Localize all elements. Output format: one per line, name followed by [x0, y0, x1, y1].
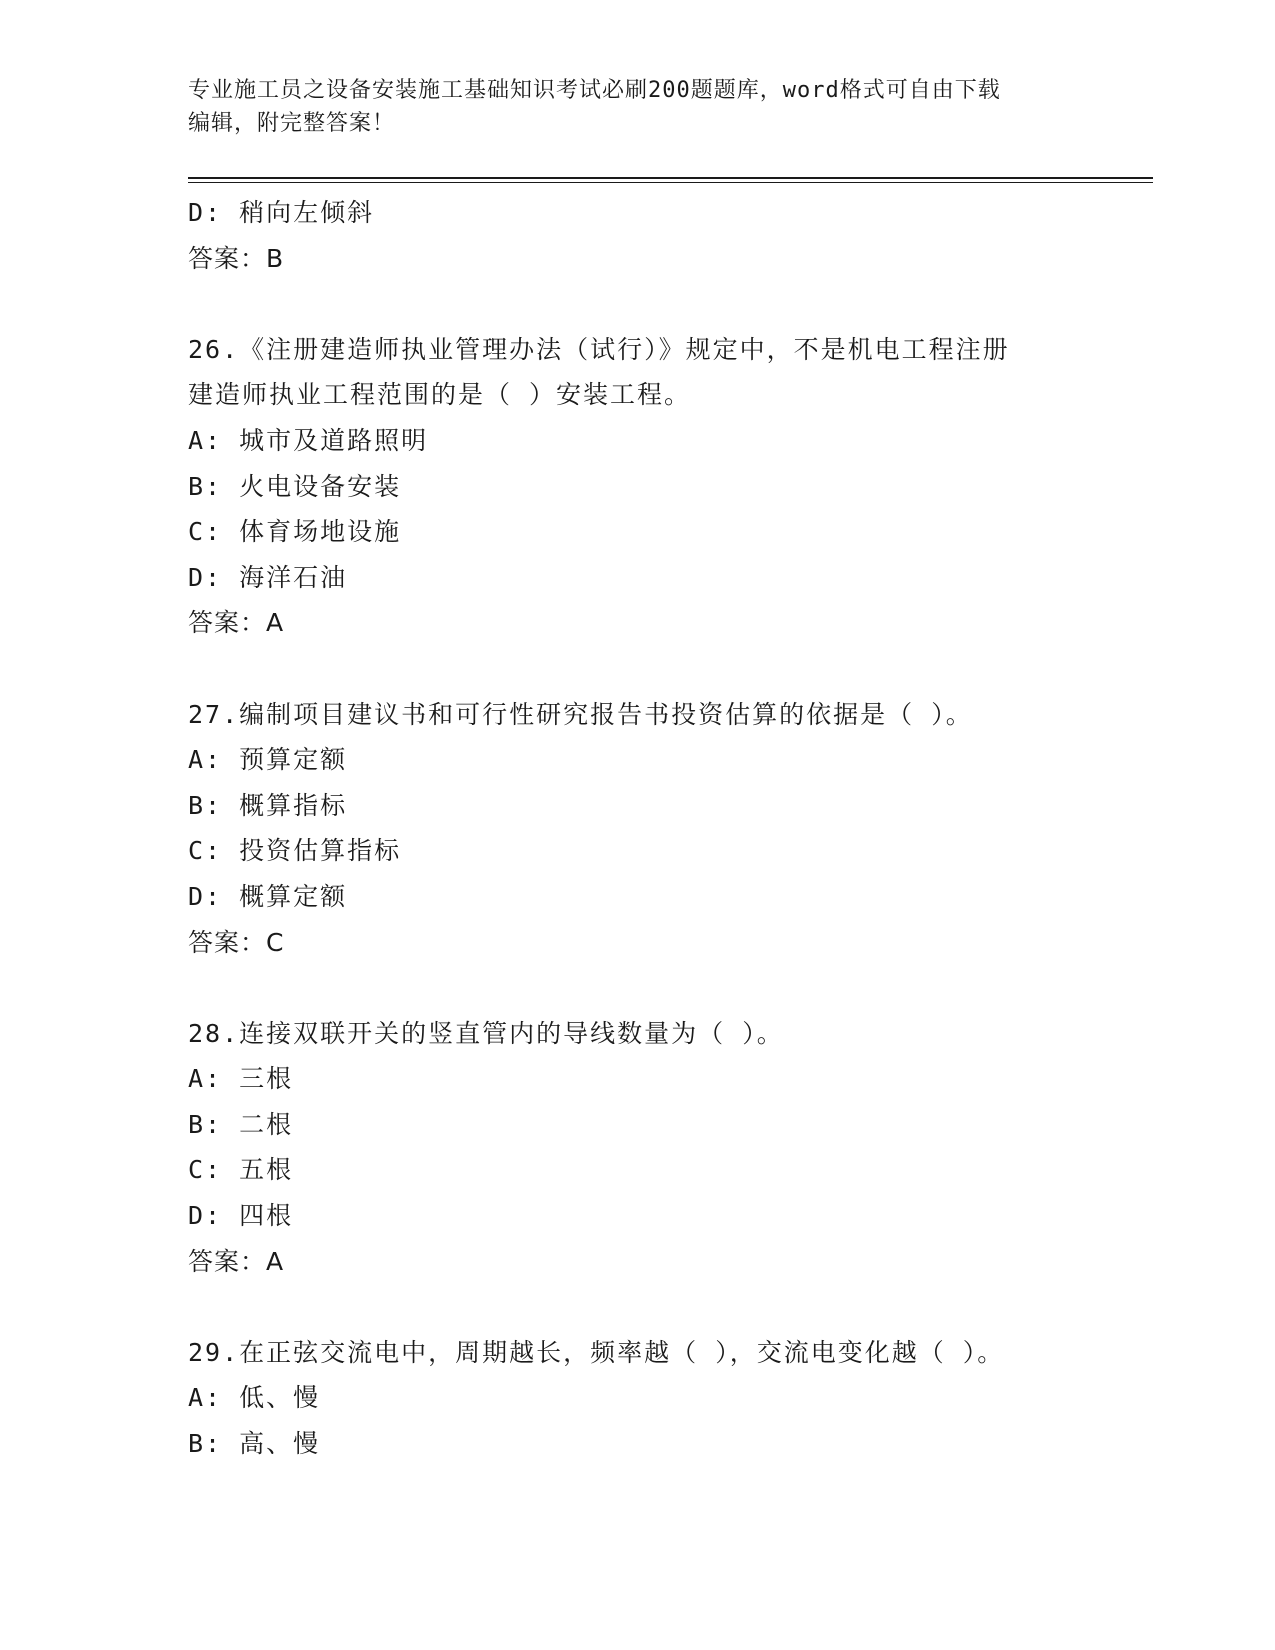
- question-29-text: 29.在正弦交流电中，周期越长，频率越（ ），交流电变化越（ ）。: [188, 1337, 1005, 1367]
- document-header: [188, 74, 1088, 140]
- header-title-line-1: 专业施工员之设备安装施工基础知识考试必刷200题题库，word格式可自由下载: [188, 78, 1001, 103]
- question-28-option-b: B: 二根: [188, 1109, 294, 1139]
- question-27-option-a: A: 预算定额: [188, 745, 348, 775]
- header-title-line-2: 编辑，附完整答案！: [188, 111, 396, 136]
- document-body: [188, 190, 1138, 1467]
- question-28-option-d: D: 四根: [188, 1201, 294, 1231]
- question-26-option-a: A: 城市及道路照明: [188, 425, 429, 455]
- question-28-option-a: A: 三根: [188, 1064, 294, 1094]
- spacer: [188, 281, 1138, 327]
- question-29-option-a: A: 低、慢: [188, 1383, 321, 1413]
- question-26-text-line-1: 26.《注册建造师执业管理办法（试行）》规定中，不是机电工程注册: [188, 334, 1010, 364]
- question-28-text: 28.连接双联开关的竖直管内的导线数量为（ ）。: [188, 1018, 784, 1048]
- spacer: [188, 1284, 1138, 1330]
- spacer: [188, 965, 1138, 1011]
- question-28: [188, 1011, 1138, 1285]
- question-26-option-d: D: 海洋石油: [188, 562, 348, 592]
- question-27-option-c: C: 投资估算指标: [188, 836, 402, 866]
- question-29: [188, 1330, 1138, 1467]
- question-27-answer: 答案：C: [188, 927, 285, 957]
- question-27-option-d: D: 概算定额: [188, 881, 348, 911]
- question-27-text: 27.编制项目建议书和可行性研究报告书投资估算的依据是（ ）。: [188, 699, 973, 729]
- question-26-option-c: C: 体育场地设施: [188, 517, 402, 547]
- spacer: [188, 646, 1138, 692]
- header-divider: [188, 177, 1153, 183]
- question-26-answer: 答案：A: [188, 608, 285, 638]
- prev-question-option-d: D: 稍向左倾斜: [188, 198, 375, 227]
- question-26-option-b: B: 火电设备安装: [188, 471, 402, 501]
- question-28-option-c: C: 五根: [188, 1155, 294, 1185]
- question-29-option-b: B: 高、慢: [188, 1429, 321, 1459]
- question-26: [188, 327, 1138, 646]
- prev-question-answer: 答案：B: [188, 243, 285, 273]
- question-27: [188, 692, 1138, 966]
- question-26-text-line-2: 建造师执业工程范围的是（ ）安装工程。: [188, 380, 692, 410]
- question-28-answer: 答案：A: [188, 1246, 285, 1276]
- question-27-option-b: B: 概算指标: [188, 790, 348, 820]
